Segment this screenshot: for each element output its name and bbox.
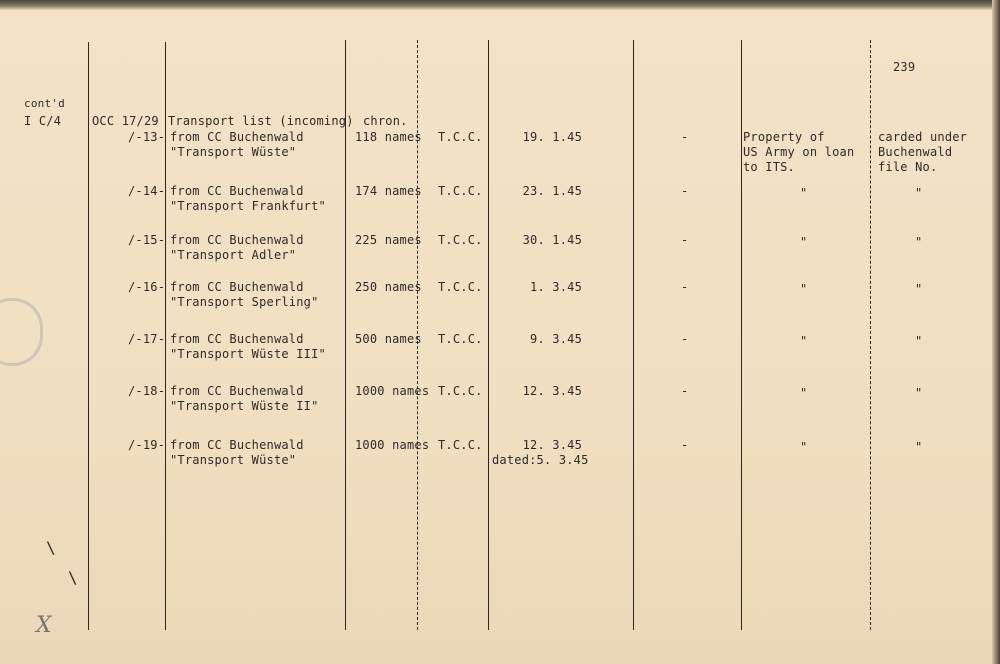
ditto-mark-property: " [800,386,808,400]
entry-description: from CC Buchenwald "Transport Adler" [170,233,304,262]
margin-mark: \ [46,538,56,557]
entry-date: 12. 3.45 dated:5. 3.45 [492,438,589,467]
entry-number: /-16- [128,280,166,294]
margin-mark: \ [68,568,78,587]
entry-names-count: 174 names [355,184,422,198]
entry-number: /-13- [128,130,166,144]
entry-date: 9. 3.45 [530,332,582,346]
entry-dash: - [681,384,689,398]
entry-number: /-17- [128,332,166,346]
ditto-mark-carded: " [915,186,923,200]
entry-date: 23. 1.45 [522,184,582,198]
ditto-mark-property: " [800,282,808,296]
entry-tcc: T.C.C. [438,233,483,247]
entry-tcc: T.C.C. [438,384,483,398]
page-number: 239 [893,60,916,74]
carded-note: carded under Buchenwald file No. [878,130,968,174]
entry-dash: - [681,184,689,198]
bottom-mark: X [36,613,52,638]
column-rule [870,40,871,630]
section-code: I C/4 [24,114,62,128]
entry-description: from CC Buchenwald "Transport Wüste III" [170,332,326,361]
ditto-mark-carded: " [915,235,923,249]
entry-tcc: T.C.C. [438,438,483,452]
entry-dash: - [681,130,689,144]
entry-tcc: T.C.C. [438,130,483,144]
entry-names-count: 1000 names [355,438,430,452]
property-note: Property of US Army on loan to ITS. [743,130,855,174]
ditto-mark-property: " [800,235,808,249]
ditto-mark-carded: " [915,334,923,348]
entry-date: 1. 3.45 [530,280,582,294]
entry-tcc: T.C.C. [438,280,483,294]
entry-number: /-14- [128,184,166,198]
ditto-mark-property: " [800,334,808,348]
entry-description: from CC Buchenwald "Transport Wüste" [170,438,304,467]
entry-date: 30. 1.45 [522,233,582,247]
card-right-edge [992,0,1000,664]
chron-header: chron. [363,114,408,128]
contd-label: cont'd [24,97,65,110]
entry-dash: - [681,332,689,346]
ditto-mark-carded: " [915,386,923,400]
entry-names-count: 225 names [355,233,422,247]
ditto-mark-property: " [800,440,808,454]
entry-tcc: T.C.C. [438,332,483,346]
entry-date: 19. 1.45 [522,130,582,144]
entry-tcc: T.C.C. [438,184,483,198]
entry-names-count: 500 names [355,332,422,346]
ditto-mark-carded: " [915,282,923,296]
entry-dash: - [681,233,689,247]
card-top-shadow [0,0,1000,10]
ditto-mark-property: " [800,186,808,200]
column-rule [165,42,166,630]
column-rule [488,40,489,630]
entry-dash: - [681,438,689,452]
ditto-mark-carded: " [915,440,923,454]
paper-clip [0,298,43,366]
entry-names-count: 1000 names [355,384,430,398]
entry-number: /-15- [128,233,166,247]
entry-dash: - [681,280,689,294]
entry-date: 12. 3.45 [522,384,582,398]
entry-description: from CC Buchenwald "Transport Sperling" [170,280,319,309]
entry-description: from CC Buchenwald "Transport Wüste" [170,130,304,159]
column-rule [741,40,742,630]
entry-description: from CC Buchenwald "Transport Wüste II" [170,384,319,413]
column-rule [633,40,634,630]
entry-number: /-18- [128,384,166,398]
entry-number: /-19- [128,438,166,452]
description-header: Transport list (incoming) [168,114,354,128]
column-rule [88,42,89,630]
occ-code: OCC 17/29 [92,114,159,128]
entry-names-count: 250 names [355,280,422,294]
entry-description: from CC Buchenwald "Transport Frankfurt" [170,184,326,213]
entry-names-count: 118 names [355,130,422,144]
